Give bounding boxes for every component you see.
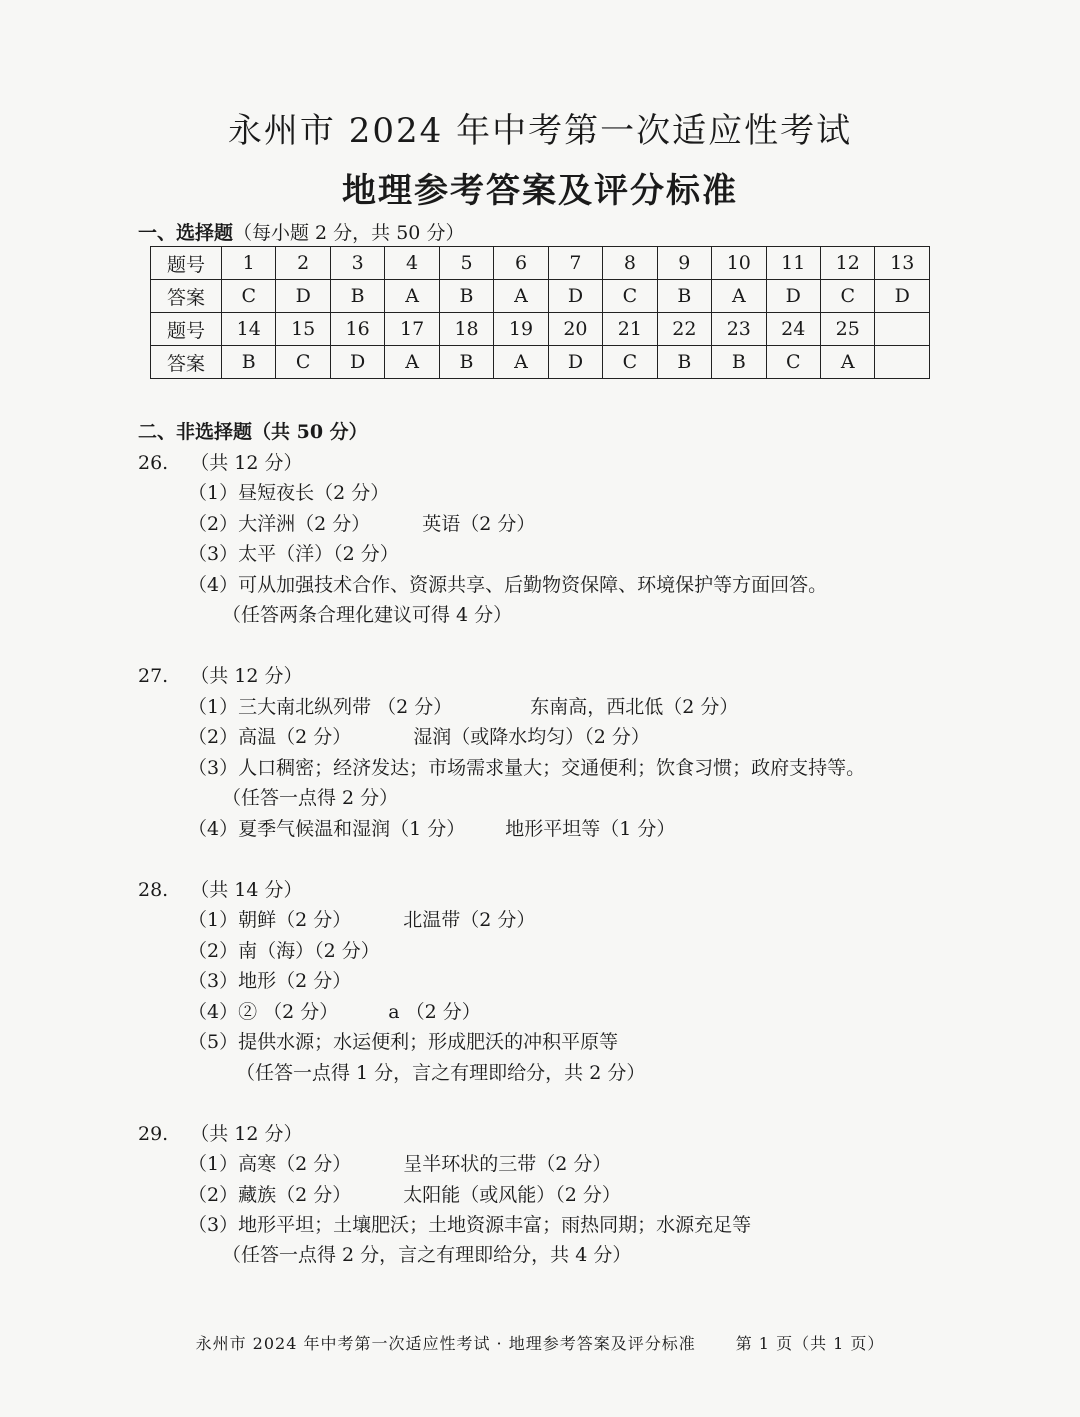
question-total: （共 12 分） [190,452,303,474]
table-cell: D [330,346,384,379]
table-cell: C [603,280,657,313]
table-cell [875,313,930,346]
table-cell: D [548,280,602,313]
q27-answer-1 [188,692,738,719]
answer-part: （1）高寒（2 分） [188,1153,352,1175]
q28-answer-2: （2）南（海）（2 分） [188,940,380,962]
table-row [151,247,930,280]
answer-part: （2）藏族（2 分） [188,1184,352,1206]
q29-header [138,1119,302,1146]
row-label: 题号 [151,247,222,280]
answer-table [150,246,930,379]
q29-answer-2 [188,1180,621,1207]
answer-part: （4）② （2 分） [188,1001,339,1023]
row-label: 题号 [151,313,222,346]
table-cell [875,346,930,379]
table-cell: C [276,346,330,379]
table-cell: 1 [222,247,276,280]
table-cell: B [439,346,493,379]
q26-answer-4: （4）可从加强技术合作、资源共享、后勤物资保障、环境保护等方面回答。 [188,574,828,596]
row-label: 答案 [151,280,222,313]
table-cell: 14 [222,313,276,346]
q28-answer-4 [188,997,481,1024]
table-cell: D [766,280,820,313]
q26-answer-4-note: （任答两条合理化建议可得 4 分） [222,604,513,626]
table-cell: 13 [875,247,930,280]
table-cell: 5 [439,247,493,280]
answer-part: （4）夏季气候温和湿润（1 分） [188,818,466,840]
answer-part: 地形平坦等（1 分） [505,818,676,840]
table-cell: C [603,346,657,379]
table-cell: 7 [548,247,602,280]
table-cell: 18 [439,313,493,346]
table-cell: 8 [603,247,657,280]
section1-heading [138,218,464,245]
answer-part: （1）三大南北纵列带 （2 分） [188,696,453,718]
question-number: 27. [138,665,169,687]
answer-part: 太阳能（或风能）（2 分） [403,1184,621,1206]
page-footer [0,1331,1080,1354]
table-cell: A [385,280,439,313]
table-cell: 10 [712,247,766,280]
table-cell: 19 [494,313,548,346]
q27-answer-3: （3）人口稠密；经济发达；市场需求量大；交通便利；饮食习惯；政府支持等。 [188,757,866,779]
table-cell: D [276,280,330,313]
answer-part: （2）高温（2 分） [188,726,352,748]
question-total: （共 14 分） [190,879,303,901]
table-cell: 25 [820,313,874,346]
table-cell: 2 [276,247,330,280]
table-cell: 6 [494,247,548,280]
section2-title: 二、非选择题（共 50 分） [138,421,368,443]
table-cell: A [494,280,548,313]
row-label: 答案 [151,346,222,379]
table-row [151,313,930,346]
q28-answer-5: （5）提供水源；水运便利；形成肥沃的冲积平原等 [188,1031,619,1053]
answer-part: 湿润（或降水均匀）（2 分） [413,726,650,748]
question-total: （共 12 分） [190,665,303,687]
section1-note: （每小题 2 分，共 50 分） [233,222,465,244]
section2-heading [138,417,368,444]
table-cell: A [494,346,548,379]
table-cell: C [766,346,820,379]
table-cell: 22 [657,313,711,346]
question-number: 29. [138,1123,169,1145]
q29-answer-3-note: （任答一点得 2 分，言之有理即给分，共 4 分） [222,1244,632,1266]
section1-title: 一、选择题 [138,222,234,244]
table-cell: D [875,280,930,313]
q26-header [138,448,302,475]
table-row [151,346,930,379]
table-cell: 12 [820,247,874,280]
q27-header [138,661,302,688]
q27-answer-4 [188,814,675,841]
q28-answer-3: （3）地形（2 分） [188,970,352,992]
q26-answer-1: （1）昼短夜长（2 分） [188,482,390,504]
table-cell: B [330,280,384,313]
table-cell: 23 [712,313,766,346]
q28-answer-5-note: （任答一点得 1 分，言之有理即给分，共 2 分） [236,1062,646,1084]
q28-header [138,875,302,902]
table-cell: 20 [548,313,602,346]
table-cell: B [657,280,711,313]
table-cell: 9 [657,247,711,280]
answer-part: （1）朝鲜（2 分） [188,909,352,931]
table-cell: 24 [766,313,820,346]
answer-part: 东南高，西北低（2 分） [530,696,739,718]
question-number: 26. [138,452,169,474]
table-cell: A [712,280,766,313]
answer-part: （2）大洋洲（2 分） [188,513,371,535]
table-cell: 4 [385,247,439,280]
table-cell: 16 [330,313,384,346]
q26-answer-2 [188,509,535,536]
table-cell: 15 [276,313,330,346]
exam-title: 永州市 2024 年中考第一次适应性考试 [227,111,853,151]
table-cell: 17 [385,313,439,346]
q27-answer-3-note: （任答一点得 2 分） [222,787,399,809]
document-title: 地理参考答案及评分标准 [342,171,738,211]
table-cell: B [712,346,766,379]
table-cell: D [548,346,602,379]
answer-part: 英语（2 分） [422,513,536,535]
page-number: 第 1 页（共 1 页） [735,1334,885,1353]
answer-part: 呈半环状的三带（2 分） [403,1153,612,1175]
q29-answer-1 [188,1149,611,1176]
table-cell: B [439,280,493,313]
question-total: （共 12 分） [190,1123,303,1145]
table-cell: C [222,280,276,313]
table-cell: A [385,346,439,379]
footer-title: 永州市 2024 年中考第一次适应性考试 · 地理参考答案及评分标准 [195,1334,696,1353]
q26-answer-3: （3）太平（洋）（2 分） [188,543,399,565]
table-cell: 21 [603,313,657,346]
table-cell: B [657,346,711,379]
table-cell: C [820,280,874,313]
table-cell: B [222,346,276,379]
table-cell: A [820,346,874,379]
question-number: 28. [138,879,169,901]
q28-answer-1 [188,905,535,932]
table-cell: 3 [330,247,384,280]
answer-part: a （2 分） [388,1001,481,1023]
q27-answer-2 [188,722,650,749]
q29-answer-3: （3）地形平坦；土壤肥沃；土地资源丰富；雨热同期；水源充足等 [188,1214,752,1236]
answer-part: 北温带（2 分） [403,909,536,931]
table-cell: 11 [766,247,820,280]
table-row [151,280,930,313]
